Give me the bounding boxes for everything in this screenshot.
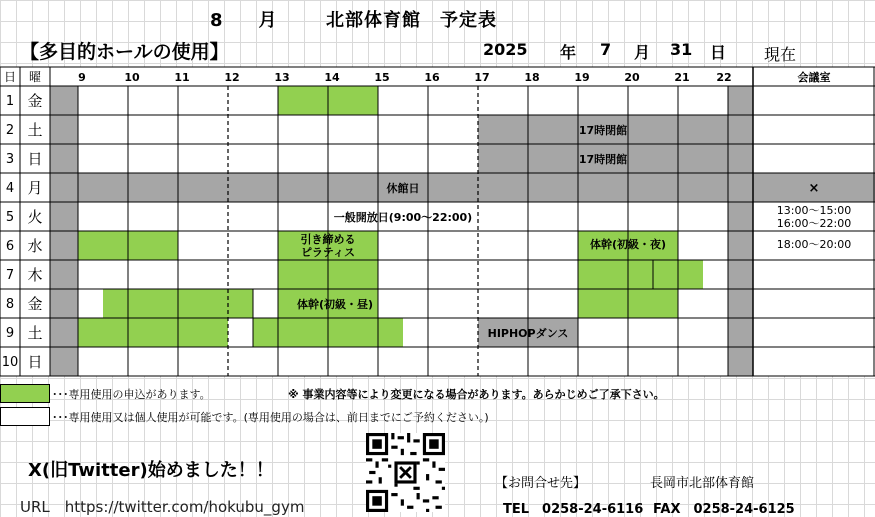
buffer-cell-right xyxy=(728,347,753,376)
hour-label: 16 xyxy=(424,71,440,84)
buffer-cell-right xyxy=(728,173,753,202)
as-of-label: 現在 xyxy=(764,45,797,64)
contact-label: 【お問合せ先】 xyxy=(495,476,587,491)
notice-text: ※ 事業内容等により変更になる場合があります。あらかじめご了承下さい。 xyxy=(288,388,665,401)
day-number: 3 xyxy=(5,152,15,167)
weekday-header: 曜 xyxy=(28,70,42,84)
buffer-cell-right xyxy=(728,115,753,144)
hour-label: 12 xyxy=(224,71,240,84)
phone-number[interactable]: TEL 0258-24-6116 xyxy=(503,502,644,517)
weekday-label: 金 xyxy=(27,295,43,313)
hour-label: 13 xyxy=(274,71,290,84)
buffer-cell-left xyxy=(50,231,78,260)
meeting-room-time: 18:00～20:00 xyxy=(776,238,852,251)
buffer-cell-left xyxy=(50,289,78,318)
hour-label: 20 xyxy=(624,71,640,84)
facility-name: 長岡市北部体育館 xyxy=(650,476,755,491)
closed-label: 17時閉館 xyxy=(578,153,628,166)
day-unit: 日 xyxy=(710,43,727,62)
holiday-room-mark: × xyxy=(808,181,820,196)
meeting-room-time: 16:00～22:00 xyxy=(776,217,852,230)
buffer-cell-left xyxy=(50,318,78,347)
hour-label: 9 xyxy=(78,71,86,84)
month-value: 7 xyxy=(600,40,612,59)
hour-label: 10 xyxy=(124,71,140,84)
year-value: 2025 xyxy=(483,40,528,59)
year-unit: 年 xyxy=(560,43,577,62)
weekday-label: 日 xyxy=(27,353,43,371)
reserved-block xyxy=(578,260,703,289)
legend-available-swatch xyxy=(0,407,50,426)
buffer-cell-right xyxy=(728,144,753,173)
weekday-label: 水 xyxy=(27,237,43,255)
qr-code[interactable] xyxy=(366,433,445,512)
hour-label: 14 xyxy=(324,71,340,84)
hour-label: 21 xyxy=(674,71,690,84)
day-number: 5 xyxy=(5,210,15,225)
day-number: 10 xyxy=(1,355,19,370)
month-label: 8 月 xyxy=(210,10,277,31)
meeting-room-time: 13:00～15:00 xyxy=(776,204,852,217)
hour-label: 18 xyxy=(524,71,540,84)
day-number: 1 xyxy=(5,94,15,109)
page-title: 北部体育館 予定表 xyxy=(326,10,497,31)
buffer-cell-left xyxy=(50,115,78,144)
weekday-label: 木 xyxy=(27,266,43,284)
day-number: 4 xyxy=(5,181,15,196)
legend-reserved-swatch xyxy=(0,384,50,403)
hour-label: 11 xyxy=(174,71,190,84)
taikan-day-label: 体幹(初級・昼) xyxy=(296,298,374,311)
buffer-cell-left xyxy=(50,86,78,115)
hour-label: 19 xyxy=(574,71,590,84)
weekday-label: 火 xyxy=(27,208,43,226)
buffer-cell-right xyxy=(728,289,753,318)
buffer-cell-right xyxy=(728,231,753,260)
buffer-cell-left xyxy=(50,260,78,289)
pilates-label: 引き締める xyxy=(300,233,356,246)
buffer-cell-right xyxy=(728,86,753,115)
room-title: 【多目的ホールの使用】 xyxy=(20,41,229,63)
twitter-announcement: X(旧Twitter)始めました！！ xyxy=(28,460,274,481)
buffer-cell-left xyxy=(50,202,78,231)
day-header: 日 xyxy=(3,70,17,84)
buffer-cell-left xyxy=(50,347,78,376)
weekday-label: 金 xyxy=(27,92,43,110)
hour-label: 22 xyxy=(716,71,732,84)
day-number: 9 xyxy=(5,326,15,341)
day-number: 2 xyxy=(5,123,15,138)
buffer-cell-left xyxy=(50,144,78,173)
pilates-label: ピラティス xyxy=(300,246,356,259)
closed-label: 17時閉館 xyxy=(578,124,628,137)
buffer-cell-right xyxy=(728,260,753,289)
hour-label: 15 xyxy=(374,71,390,84)
weekday-label: 土 xyxy=(27,121,43,139)
meeting-room-header: 会議室 xyxy=(797,71,831,84)
day-number: 6 xyxy=(5,239,15,254)
weekday-label: 日 xyxy=(27,150,43,168)
taikan-night-label: 体幹(初級・夜) xyxy=(589,238,667,251)
buffer-cell-left xyxy=(50,173,78,202)
open-day-label: 一般開放日(9:00～22:00) xyxy=(333,211,473,224)
twitter-url[interactable]: URL https://twitter.com/hokubu_gym xyxy=(20,498,305,516)
day-value: 31 xyxy=(670,40,693,59)
legend-reserved-text: ･･･専用使用の申込があります。 xyxy=(52,388,211,401)
day-number: 7 xyxy=(5,268,15,283)
month-unit: 月 xyxy=(634,43,651,62)
hiphop-label: HIPHOPダンス xyxy=(487,327,569,340)
reserved-block xyxy=(78,318,228,347)
holiday-label: 休館日 xyxy=(386,182,420,195)
weekday-label: 月 xyxy=(27,179,43,197)
day-number: 8 xyxy=(5,297,15,312)
buffer-cell-right xyxy=(728,202,753,231)
weekday-label: 土 xyxy=(27,324,43,342)
fax-number: FAX 0258-24-6125 xyxy=(653,502,795,517)
hour-label: 17 xyxy=(474,71,490,84)
legend-available-text: ･･･専用使用又は個人使用が可能です。(専用使用の場合は、前日までにご予約ください。) xyxy=(52,411,489,424)
buffer-cell-right xyxy=(728,318,753,347)
